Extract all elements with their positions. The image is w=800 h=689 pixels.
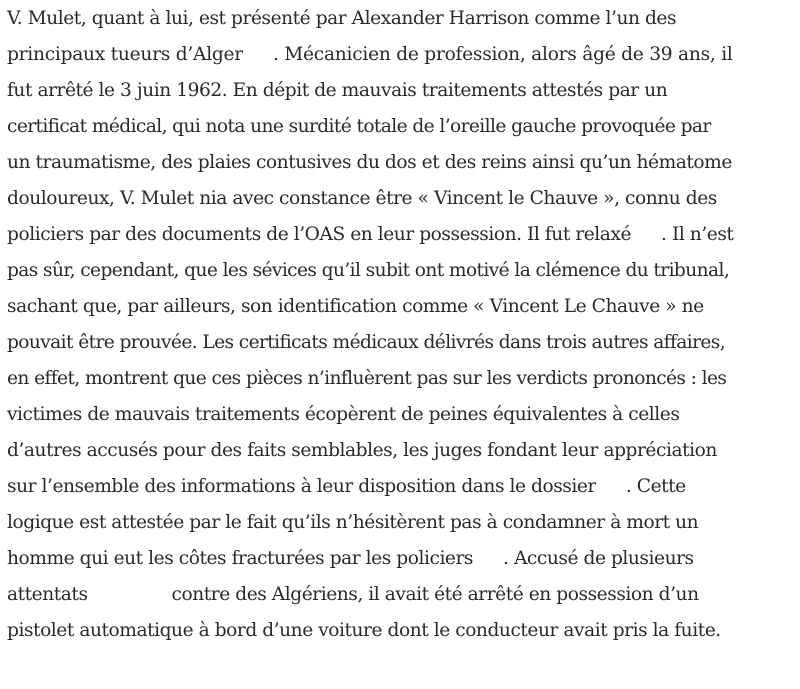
footnote-gap xyxy=(243,46,273,64)
text-segment: fut arrêté le 3 juin 1962. En dépit de mauvais traitements attestés par un xyxy=(7,80,668,101)
text-segment: V. Mulet, quant à lui, est présenté par Alexander Harrison comme l’un des xyxy=(7,8,677,29)
text-line xyxy=(7,253,729,289)
text-segment: sur l’ensemble des informations à leur disposition dans le dossier xyxy=(7,476,596,497)
text-segment: logique est attestée par le fait qu’ils n’hésitèrent pas à condamner à mort un xyxy=(7,512,699,533)
text-segment: principaux tueurs d’Alger xyxy=(7,44,243,65)
footnote-gap xyxy=(88,586,172,604)
text-line xyxy=(7,1,676,37)
text-segment: policiers par des documents de l’OAS en leur possession. Il fut relaxé xyxy=(7,224,632,245)
text-segment: . Accusé de plusieurs xyxy=(503,548,694,569)
text-segment: pistolet automatique à bord d’une voiture dont le conducteur avait pris la fuite. xyxy=(7,620,721,641)
text-line xyxy=(7,505,698,541)
footnote-gap xyxy=(596,478,626,496)
text-segment: douloureux, V. Mulet nia avec constance être « Vincent le Chauve », connu des xyxy=(7,188,717,209)
text-line xyxy=(7,289,704,325)
text-line xyxy=(7,181,717,217)
text-segment: homme qui eut les côtes fracturées par les policiers xyxy=(7,548,474,569)
text-segment: sachant que, par ailleurs, son identification comme « Vincent Le Chauve » ne xyxy=(7,296,704,317)
text-line xyxy=(7,109,711,145)
footnote-gap xyxy=(631,226,661,244)
text-segment: contre des Algériens, il avait été arrêté en possession d’un xyxy=(171,584,699,605)
text-line xyxy=(7,73,667,109)
text-segment: en effet, montrent que ces pièces n’influèrent pas sur les verdicts prononcés : les xyxy=(7,368,727,389)
text-line xyxy=(7,325,725,361)
text-segment: un traumatisme, des plaies contusives du dos et des reins ainsi qu’un hématome xyxy=(7,152,732,173)
text-segment: victimes de mauvais traitements écopèrent de peines équivalentes à celles xyxy=(7,404,680,425)
document-page xyxy=(7,0,797,689)
text-line xyxy=(7,469,686,505)
text-line xyxy=(7,217,733,253)
text-line xyxy=(7,361,726,397)
text-segment: . Cette xyxy=(625,476,686,497)
text-line xyxy=(7,613,721,649)
text-segment: pas sûr, cependant, que les sévices qu’il subit ont motivé la clémence du tribunal, xyxy=(7,260,730,281)
text-line xyxy=(7,145,732,181)
text-line xyxy=(7,37,733,73)
text-segment: . Il n’est xyxy=(661,224,734,245)
text-line xyxy=(7,397,679,433)
text-segment: d’autres accusés pour des faits semblables, les juges fondant leur appréciation xyxy=(7,440,717,461)
text-segment: attentats xyxy=(7,584,88,605)
text-segment: pouvait être prouvée. Les certificats médicaux délivrés dans trois autres affaires, xyxy=(7,332,726,353)
footnote-gap xyxy=(473,550,503,568)
text-segment: . Mécanicien de profession, alors âgé de 39 ans, il xyxy=(272,44,733,65)
text-line xyxy=(7,433,717,469)
text-line xyxy=(7,577,699,613)
text-segment: certificat médical, qui nota une surdité totale de l’oreille gauche provoquée par xyxy=(7,116,711,137)
text-line xyxy=(7,541,694,577)
